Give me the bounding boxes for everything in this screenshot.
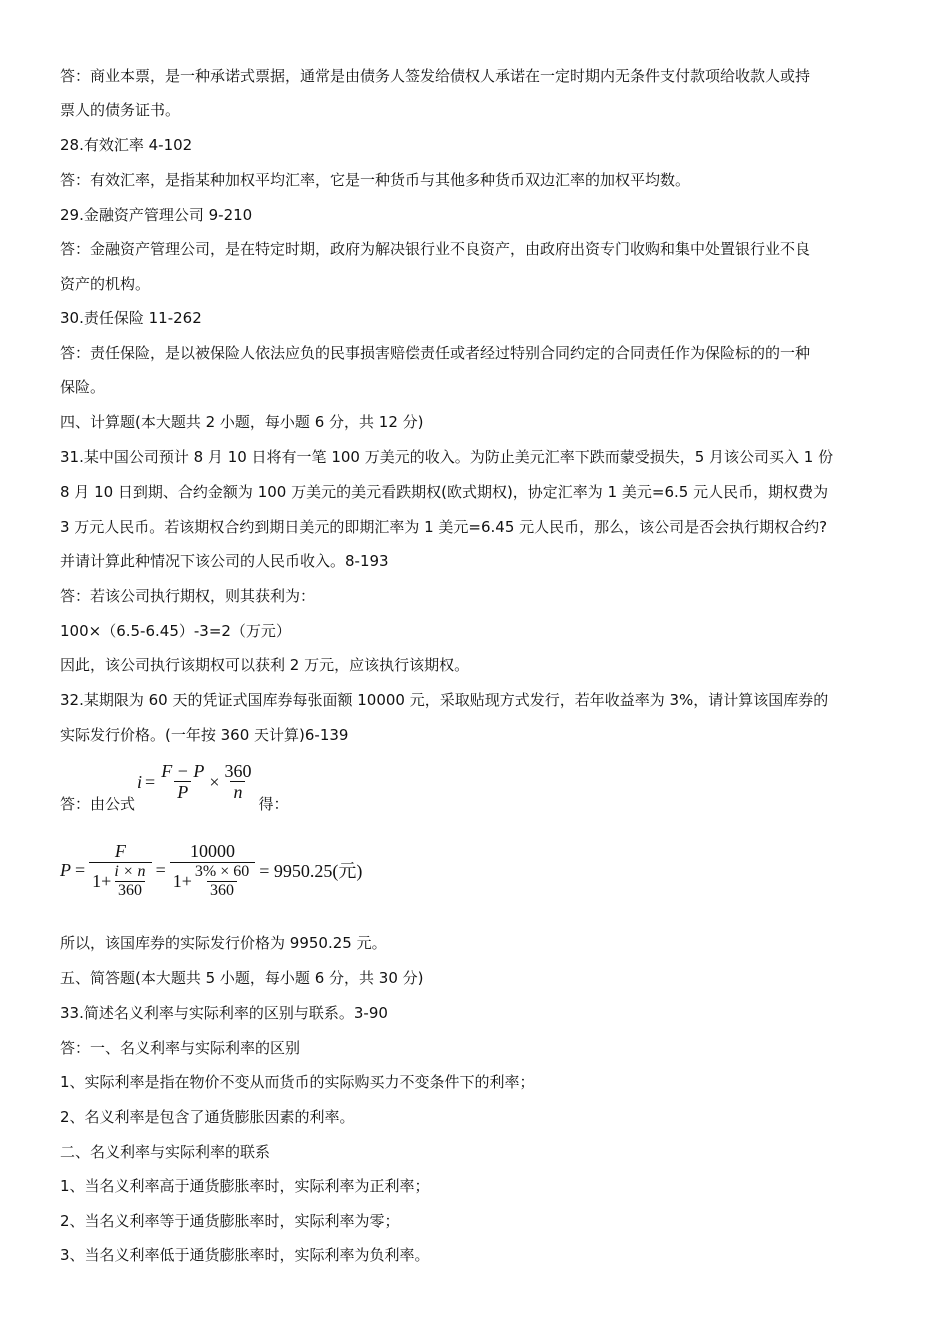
- term-heading: 30.责任保险 11-262: [60, 309, 202, 327]
- question-text: 实际发行价格。(一年按 360 天计算)6-139: [60, 726, 349, 744]
- answer-text: 所以，该国库券的实际发行价格为 9950.25 元。: [60, 934, 387, 952]
- answer-text: 2、当名义利率等于通货膨胀率时，实际利率为零；: [60, 1212, 400, 1230]
- price-formula: P = F 1+ $\frac{i \times n}{360}$ = 10000 1+ $\frac{3\% \times 60}{360}$ = 9950.25(元): [60, 840, 363, 899]
- answer-text: 3、当名义利率低于通货膨胀率时，实际利率为负利率。: [60, 1246, 430, 1264]
- formula-intro: 答：由公式: [60, 795, 136, 813]
- question-text: 32.某期限为 60 天的凭证式国库券每张面额 10000 元，采取贴现方式发行，若年收益率为 3%，请计算该国库券的: [60, 691, 829, 709]
- question-text: 33.简述名义利率与实际利率的区别与联系。3-90: [60, 1004, 388, 1022]
- answer-text: 100×（6.5-6.45）-3=2（万元）: [60, 622, 291, 640]
- question-text: 3 万元人民币。若该期权合约到期日美元的即期汇率为 1 美元=6.45 元人民币，那么，该公司是否会执行期权合约?: [60, 518, 828, 536]
- text-line: 答：责任保险，是以被保险人依法应负的民事损害赔偿责任或者经过特别合同约定的合同责任作为保险标的的一种: [60, 344, 811, 362]
- term-heading: 28.有效汇率 4-102: [60, 136, 193, 154]
- answer-text: 1、实际利率是指在物价不变从而货币的实际购买力不变条件下的利率；: [60, 1073, 535, 1091]
- interest-formula: i = $\frac{F - P}{P}$ × $\frac{360}{n}$: [137, 761, 252, 802]
- answer-text: 2、名义利率是包含了通货膨胀因素的利率。: [60, 1108, 355, 1126]
- answer-text: 1、当名义利率高于通货膨胀率时，实际利率为正利率；: [60, 1177, 430, 1195]
- answer-text: 因此，该公司执行该期权可以获利 2 万元，应该执行该期权。: [60, 656, 470, 674]
- term-heading: 29.金融资产管理公司 9-210: [60, 206, 253, 224]
- question-text: 8 月 10 日到期、合约金额为 100 万美元的美元看跌期权(欧式期权)，协定汇率为 1 美元=6.5 元人民币，期权费为: [60, 483, 829, 501]
- formula-suffix: 得：: [258, 795, 289, 813]
- text-line: 答：有效汇率，是指某种加权平均汇率，它是一种货币与其他多种货币双边汇率的加权平均数。: [60, 171, 691, 189]
- text-line: 票人的债务证书。: [60, 101, 181, 119]
- formula-line: [60, 760, 895, 816]
- text-line: 资产的机构。: [60, 275, 151, 293]
- question-text: 31.某中国公司预计 8 月 10 日将有一笔 100 万美元的收入。为防止美元汇率下跌而蒙受损失，5 月该公司买入 1 份: [60, 448, 834, 466]
- answer-text: 答：一、名义利率与实际利率的区别: [60, 1039, 301, 1057]
- text-line: 保险。: [60, 378, 106, 396]
- text-line: 答：金融资产管理公司，是在特定时期，政府为解决银行业不良资产，由政府出资专门收购和集中处置银行业不良: [60, 240, 811, 258]
- section-heading: 四、计算题(本大题共 2 小题，每小题 6 分，共 12 分): [60, 413, 424, 431]
- answer-text: 二、名义利率与实际利率的联系: [60, 1143, 271, 1161]
- answer-text: 答：若该公司执行期权，则其获利为：: [60, 587, 316, 605]
- question-text: 并请计算此种情况下该公司的人民币收入。8-193: [60, 552, 389, 570]
- text-line: 答：商业本票，是一种承诺式票据，通常是由债务人签发给债权人承诺在一定时期内无条件支付款项给收款人或持: [60, 67, 811, 85]
- section-heading: 五、简答题(本大题共 5 小题，每小题 6 分，共 30 分): [60, 969, 424, 987]
